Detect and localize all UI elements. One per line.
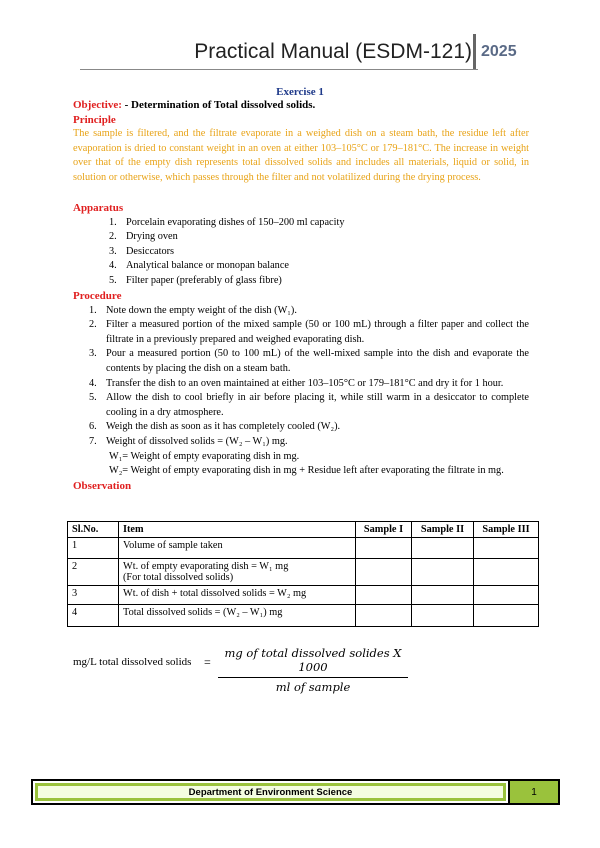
formula-equals: = — [204, 655, 211, 669]
list-item: 7. Weight of dissolved solids = (W₂ – W₁) mg. — [89, 435, 288, 447]
column-header: Sl.No. — [68, 522, 119, 538]
fraction-bar — [218, 677, 408, 678]
objective-text: - Determination of Total dissolved solids. — [121, 99, 316, 111]
list-item: 6. Weigh the dish as soon as it has completely cooled (W₂). — [89, 421, 341, 433]
formula-denominator: ml of sample — [275, 680, 351, 694]
apparatus-list — [73, 216, 529, 289]
objective — [73, 98, 529, 113]
header-divider — [473, 34, 476, 70]
objective-section — [73, 98, 529, 186]
table-row: 1 Volume of sample taken — [68, 538, 539, 559]
list-item: 4. Analytical balance or monopan balance — [109, 260, 289, 272]
exercise-title: Exercise 1 — [276, 86, 324, 98]
column-header: Sample III — [474, 522, 539, 538]
list-item: 2. Filter a measured portion of the mixed sample (50 or 100 mL) through a filter paper and collect the filtrate in a previously prepared and weighed evaporating dish. — [89, 319, 529, 345]
principle-heading: Principle — [73, 113, 116, 126]
page-footer — [31, 779, 560, 805]
column-header: Item — [119, 522, 356, 538]
manual-title: Practical Manual (ESDM-121) — [194, 40, 472, 63]
formula-numerator: mg of total dissolved solides X 1000 — [224, 646, 402, 674]
formula-lhs: mg/L total dissolved solids — [73, 656, 192, 668]
table-row: 4 Total dissolved solids = (W₂ – W₁) mg — [68, 605, 539, 627]
objective-label: Objective: — [73, 99, 122, 111]
list-item: 3. Desiccators — [109, 245, 175, 257]
procedure-section — [73, 289, 529, 493]
header-rule — [80, 69, 478, 70]
list-item: 4. Transfer the dish to an oven maintained at either 103–105°C or 179–181°C and dry it for 1 hour. — [89, 377, 504, 389]
list-item: 3. Pour a measured portion (50 to 100 mL) of the well-mixed sample into the dish and evaporate the contents by placing the dish on a steam bath. — [89, 348, 529, 374]
list-item: 2. Drying oven — [109, 231, 178, 243]
table-row: 3 Wt. of dish + total dissolved solids = W₂ mg — [68, 586, 539, 605]
column-header: Sample I — [356, 522, 412, 538]
manual-year: 2025 — [481, 43, 517, 60]
list-item: 1. Porcelain evaporating dishes of 150–200 ml capacity — [109, 216, 345, 228]
principle-text: The sample is filtered, and the filtrate evaporate in a weighed dish on a steam bath, the residue left after evaporation is dried to constant weight in an oven at either 103–105°C or 179–181°C. The increase in weight over that of the empty dish represents total dissolved solids and includes all materials, liquid or solid, in solution or otherwise, which passes through the filter and not volatilized during the drying process. — [73, 128, 529, 183]
procedure-list — [73, 304, 529, 450]
procedure-heading: Procedure — [73, 290, 122, 302]
page-number: 1 — [508, 781, 558, 803]
table-header-row — [68, 522, 539, 538]
list-item: 5. Filter paper (preferably of glass fibre) — [109, 274, 282, 286]
observation-table — [67, 521, 539, 627]
footer-department: Department of Environment Science — [35, 783, 506, 801]
apparatus-section — [73, 201, 529, 289]
procedure-note-w2: W₂= Weight of empty evaporating dish in mg + Residue left after evaporating the filtrate in mg. — [109, 465, 504, 477]
list-item: 5. Allow the dish to cool briefly in air before placing it, while still warm in a desiccator to complete cooling in a dry atmosphere. — [89, 392, 529, 418]
observation-heading: Observation — [73, 479, 132, 492]
column-header: Sample II — [412, 522, 474, 538]
procedure-note-w1: W₁= Weight of empty evaporating dish in mg. — [109, 450, 300, 462]
apparatus-heading: Apparatus — [73, 202, 124, 214]
list-item: 1. Note down the empty weight of the dish (W₁). — [89, 304, 297, 316]
table-row: 2 Wt. of empty evaporating dish = W₁ mg (For total dissolved solids) — [68, 559, 539, 586]
formula-fraction — [218, 646, 408, 694]
